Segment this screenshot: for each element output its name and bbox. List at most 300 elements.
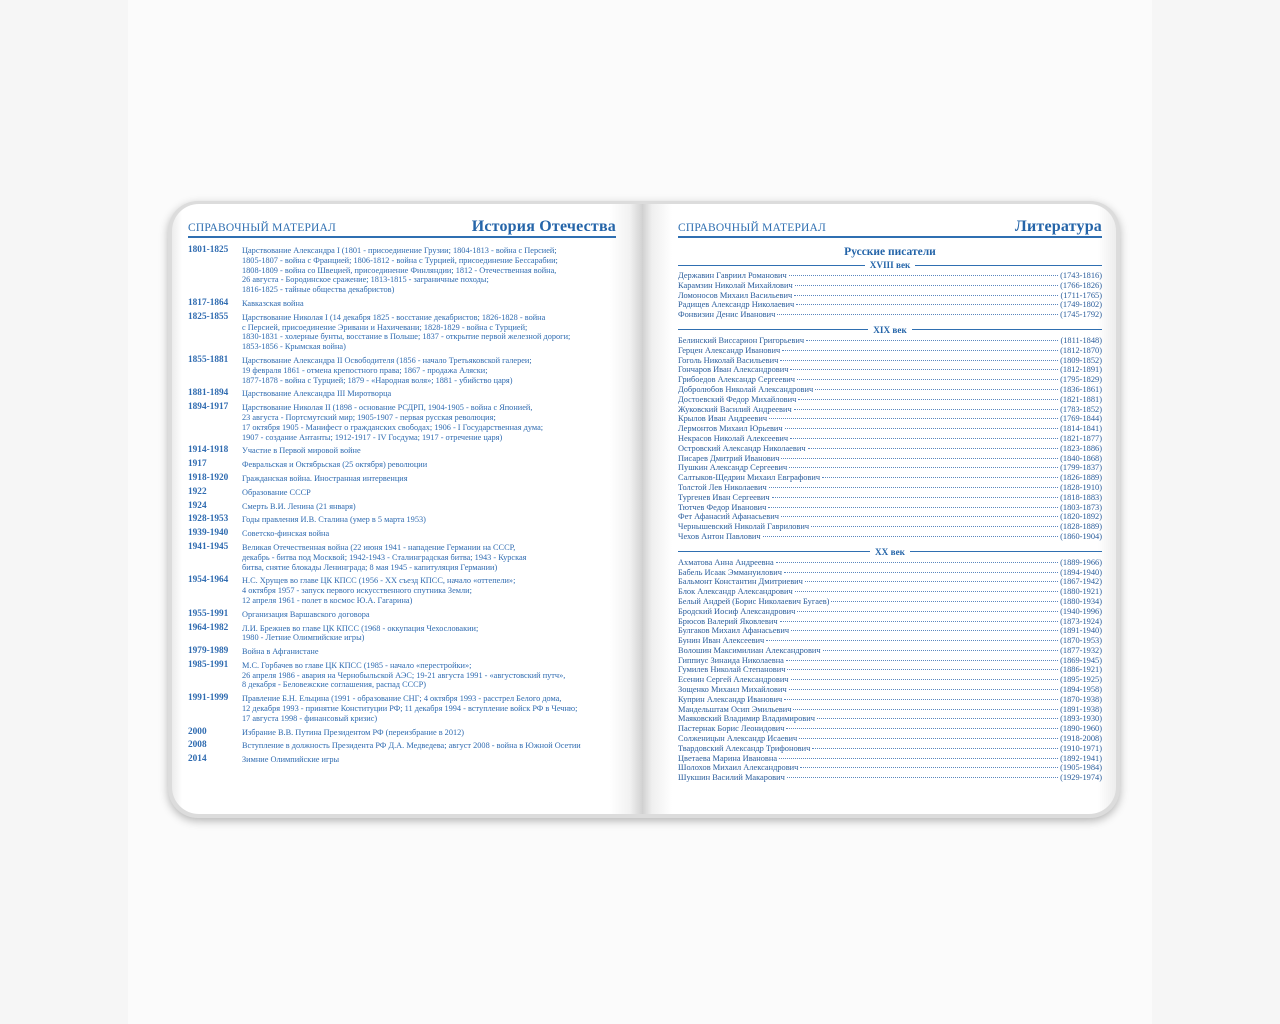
timeline-text bbox=[242, 488, 618, 498]
timeline-text-line: 8 декабря - Беловежские соглашения, распад СССР) bbox=[242, 680, 427, 690]
left-page bbox=[172, 204, 642, 814]
timeline-row bbox=[188, 515, 618, 525]
writer-name: Салтыков-Щедрин Михаил Евграфович bbox=[678, 473, 821, 483]
writer-row bbox=[678, 626, 1102, 636]
timeline-row bbox=[188, 728, 618, 738]
writer-row bbox=[678, 558, 1102, 568]
timeline-row bbox=[188, 661, 618, 690]
timeline-text bbox=[242, 460, 618, 470]
timeline-text-line: Правление Б.Н. Ельцина (1991 - образование СНГ; 4 октября 1993 - расстрел Белого дома, bbox=[242, 694, 562, 704]
timeline-text-line: 17 октября 1905 - Манифест о гражданских свободах; 1906 - I Государственная дума; bbox=[242, 422, 544, 432]
writer-years: (1745-1792) bbox=[1060, 310, 1102, 320]
dot-leader bbox=[781, 516, 1058, 517]
writer-row bbox=[678, 685, 1102, 695]
timeline-text bbox=[242, 313, 618, 352]
writer-name: Мандельштам Осип Эмильевич bbox=[678, 704, 792, 714]
timeline-text-line: 26 апреля 1986 - авария на Чернобыльской АЭС; 19-21 августа 1991 - «августовский путч», bbox=[242, 670, 566, 680]
timeline-text-line: М.С. Горбачев во главе ЦК КПСС (1985 - начало «перестройки»; bbox=[242, 660, 472, 670]
writer-row bbox=[678, 300, 1102, 310]
writer-row bbox=[678, 473, 1102, 483]
timeline-date: 1917 bbox=[188, 459, 207, 470]
writer-name: Жуковский Василий Андреевич bbox=[678, 404, 792, 414]
timeline-text bbox=[242, 661, 618, 690]
writer-name: Пастернак Борис Леонидович bbox=[678, 724, 785, 734]
writer-years: (1836-1861) bbox=[1060, 384, 1102, 394]
writer-years: (1818-1883) bbox=[1060, 492, 1102, 502]
writer-row bbox=[678, 734, 1102, 744]
timeline-text-line: 17 августа 1998 - финансовый кризис) bbox=[242, 713, 378, 723]
dot-leader bbox=[808, 448, 1059, 449]
writer-years: (1812-1870) bbox=[1060, 345, 1102, 355]
writer-name: Грибоедов Александр Сергеевич bbox=[678, 375, 796, 385]
dot-leader bbox=[817, 718, 1058, 719]
writer-years: (1910-1971) bbox=[1060, 743, 1102, 753]
dot-leader bbox=[769, 418, 1058, 419]
centuries-container bbox=[678, 260, 1102, 783]
writer-name: Фет Афанасий Афанасьевич bbox=[678, 512, 779, 522]
timeline-text bbox=[242, 728, 618, 738]
writer-name: Гиппиус Зинаида Николаевна bbox=[678, 655, 784, 665]
timeline-text bbox=[242, 576, 618, 605]
writer-name: Чернышевский Николай Гаврилович bbox=[678, 522, 810, 532]
timeline-row bbox=[188, 543, 618, 572]
writer-row bbox=[678, 754, 1102, 764]
writer-name: Солженицын Александр Исаевич bbox=[678, 734, 798, 744]
century-label: XX век bbox=[875, 546, 905, 557]
right-page bbox=[642, 204, 1116, 814]
timeline-date: 1991-1999 bbox=[188, 693, 229, 704]
writer-years: (1940-1996) bbox=[1060, 606, 1102, 616]
writer-row bbox=[678, 568, 1102, 578]
timeline-text-line: с Персией, присоединение Эривани и Нахичевани; 1828-1829 - война с Турцией; bbox=[242, 322, 528, 332]
writer-row bbox=[678, 271, 1102, 281]
writer-name: Достоевский Федор Михайлович bbox=[678, 394, 797, 404]
writer-row bbox=[678, 636, 1102, 646]
dot-leader bbox=[790, 369, 1058, 370]
writer-name: Ахматова Анна Андреевна bbox=[678, 557, 774, 567]
writer-years: (1893-1930) bbox=[1060, 714, 1102, 724]
writer-name: Тургенев Иван Сергеевич bbox=[678, 492, 770, 502]
timeline-date: 1914-1918 bbox=[188, 445, 229, 456]
writer-name: Радищев Александр Николаевич bbox=[678, 300, 795, 310]
timeline-text-line: 26 августа - Бородинское сражение; 1813-1815 - заграничные походы; bbox=[242, 275, 489, 285]
dot-leader bbox=[786, 660, 1058, 661]
timeline-text-line: 1808-1809 - война со Швецией, присоединение Финляндии; 1812 - Отечественная война, bbox=[242, 265, 557, 275]
dot-leader bbox=[805, 581, 1058, 582]
timeline-date: 1964-1982 bbox=[188, 622, 229, 633]
header-rule bbox=[188, 236, 616, 238]
dot-leader bbox=[797, 611, 1058, 612]
timeline-row bbox=[188, 610, 618, 620]
timeline-date: 1939-1940 bbox=[188, 528, 229, 539]
timeline-row bbox=[188, 741, 618, 751]
timeline-row bbox=[188, 694, 618, 723]
timeline-text bbox=[242, 403, 618, 442]
writer-name: Державин Гавриил Романович bbox=[678, 271, 787, 280]
writers-list bbox=[678, 246, 1102, 783]
writer-name: Булгаков Михаил Афанасьевич bbox=[678, 626, 790, 636]
timeline-text-line: Образование СССР bbox=[242, 487, 311, 497]
timeline-row bbox=[188, 576, 618, 605]
timeline-date: 1924 bbox=[188, 500, 207, 511]
timeline-text-line: Годы правления И.В. Сталина (умер в 5 марта 1953) bbox=[242, 515, 426, 525]
dot-leader bbox=[831, 601, 1058, 602]
timeline-text-line: Л.И. Брежнев во главе ЦК КПСС (1968 - оккупация Чехословакии; bbox=[242, 623, 479, 633]
writer-name: Маяковский Владимир Владимирович bbox=[678, 714, 815, 724]
timeline-text-line: Великая Отечественная война (22 июня 1941 - нападение Германии на СССР, bbox=[242, 542, 516, 552]
writer-years: (1749-1802) bbox=[1060, 300, 1102, 310]
dot-leader bbox=[779, 758, 1058, 759]
timeline-text bbox=[242, 389, 618, 399]
dot-leader bbox=[780, 621, 1059, 622]
dot-leader bbox=[794, 295, 1058, 296]
timeline-date: 1985-1991 bbox=[188, 659, 229, 670]
timeline-row bbox=[188, 246, 618, 295]
writer-name: Толстой Лев Николаевич bbox=[678, 482, 767, 492]
timeline-text-line: 12 декабря 1993 - принятие Конституции РФ; 11 декабря 1994 - вступление войск РФ в Чечню; bbox=[242, 704, 578, 714]
timeline-text bbox=[242, 474, 618, 484]
writer-name: Писарев Дмитрий Иванович bbox=[678, 453, 780, 463]
timeline-text-line: Н.С. Хрущев во главе ЦК КПСС (1956 - XX съезд КПСС, начало «оттепели»; bbox=[242, 576, 516, 586]
writer-row bbox=[678, 434, 1102, 444]
right-page-kicker: СПРАВОЧНЫЙ МАТЕРИАЛ bbox=[678, 222, 827, 234]
dot-leader bbox=[772, 497, 1059, 498]
writer-years: (1811-1848) bbox=[1060, 335, 1102, 345]
writer-years: (1894-1940) bbox=[1060, 567, 1102, 577]
writer-years: (1812-1891) bbox=[1060, 365, 1102, 375]
timeline-text-line: Царствование Александра II Освободителя (1856 - начало Третьяковской галереи; bbox=[242, 355, 532, 365]
dot-leader bbox=[795, 285, 1058, 286]
writer-name: Цветаева Марина Ивановна bbox=[678, 753, 778, 763]
dot-leader bbox=[763, 536, 1059, 537]
writer-years: (1880-1921) bbox=[1060, 587, 1102, 597]
writer-row bbox=[678, 705, 1102, 715]
writer-row bbox=[678, 577, 1102, 587]
writer-name: Гумилев Николай Степанович bbox=[678, 665, 786, 675]
writer-row bbox=[678, 281, 1102, 291]
writer-name: Лермонтов Михаил Юрьевич bbox=[678, 424, 783, 434]
writer-years: (1890-1960) bbox=[1060, 724, 1102, 734]
century-rule-left bbox=[678, 329, 868, 330]
writer-name: Пушкин Александр Сергеевич bbox=[678, 463, 788, 473]
century-rule-right bbox=[915, 265, 1102, 266]
timeline-text-line: 1907 - создание Антанты; 1912-1917 - IV Госдума; 1917 - отречение царя) bbox=[242, 432, 503, 442]
writer-years: (1795-1829) bbox=[1060, 375, 1102, 385]
writer-name: Крылов Иван Андреевич bbox=[678, 414, 768, 424]
timeline-date: 2008 bbox=[188, 740, 207, 751]
dot-leader bbox=[781, 458, 1058, 459]
timeline-text-line: 4 октября 1957 - запуск первого искусственного спутника Земли; bbox=[242, 586, 472, 596]
timeline-date: 1894-1917 bbox=[188, 402, 229, 413]
writer-name: Бабель Исаак Эммануилович bbox=[678, 567, 782, 577]
writer-row bbox=[678, 512, 1102, 522]
timeline-text bbox=[242, 446, 618, 456]
writer-row bbox=[678, 463, 1102, 473]
timeline-row bbox=[188, 356, 618, 385]
dot-leader bbox=[789, 467, 1058, 468]
writer-years: (1821-1877) bbox=[1060, 433, 1102, 443]
timeline-text-line: Смерть В.И. Ленина (21 января) bbox=[242, 501, 356, 511]
dot-leader bbox=[789, 689, 1058, 690]
writer-years: (1820-1892) bbox=[1060, 512, 1102, 522]
dot-leader bbox=[787, 777, 1058, 778]
writer-name: Некрасов Николай Алексеевич bbox=[678, 433, 789, 443]
writer-name: Куприн Александр Иванович bbox=[678, 694, 783, 704]
right-page-title: Литература bbox=[1014, 218, 1102, 235]
writer-row bbox=[678, 763, 1102, 773]
writer-row bbox=[678, 522, 1102, 532]
writer-years: (1877-1932) bbox=[1060, 645, 1102, 655]
timeline-row bbox=[188, 488, 618, 498]
writer-years: (1891-1940) bbox=[1060, 626, 1102, 636]
writer-years: (1886-1921) bbox=[1060, 665, 1102, 675]
timeline-text-line: Избрание В.В. Путина Президентом РФ (переизбрание в 2012) bbox=[242, 727, 465, 737]
writer-row bbox=[678, 503, 1102, 513]
dot-leader bbox=[791, 679, 1059, 680]
timeline-date: 1941-1945 bbox=[188, 541, 229, 552]
writer-years: (1867-1942) bbox=[1060, 577, 1102, 587]
writer-row bbox=[678, 454, 1102, 464]
writer-name: Бунин Иван Алексеевич bbox=[678, 636, 765, 646]
timeline-row bbox=[188, 624, 618, 644]
timeline-text-line: Кавказская война bbox=[242, 298, 304, 308]
timeline-text bbox=[242, 529, 618, 539]
century-gap bbox=[678, 542, 1102, 546]
timeline-text-line: 1877-1878 - война с Турцией; 1879 - «Народная воля»; 1881 - убийство царя) bbox=[242, 375, 513, 385]
dot-leader bbox=[797, 379, 1058, 380]
writer-years: (1891-1938) bbox=[1060, 704, 1102, 714]
writer-row bbox=[678, 291, 1102, 301]
open-book bbox=[168, 201, 1120, 818]
dot-leader bbox=[800, 767, 1058, 768]
writer-years: (1869-1945) bbox=[1060, 655, 1102, 665]
writer-years: (1918-2008) bbox=[1060, 734, 1102, 744]
timeline-text bbox=[242, 610, 618, 620]
timeline-date: 1954-1964 bbox=[188, 575, 229, 586]
timeline-row bbox=[188, 299, 618, 309]
writer-years: (1743-1816) bbox=[1060, 271, 1102, 280]
writer-row bbox=[678, 744, 1102, 754]
timeline-row bbox=[188, 389, 618, 399]
writer-years: (1769-1844) bbox=[1060, 414, 1102, 424]
writer-years: (1894-1958) bbox=[1060, 685, 1102, 695]
writer-years: (1870-1953) bbox=[1060, 636, 1102, 646]
writer-name: Брюсов Валерий Яковлевич bbox=[678, 616, 778, 626]
timeline-text-line: 12 апреля 1961 - полет в космос Ю.А. Гагарина) bbox=[242, 595, 413, 605]
writer-name: Тютчев Федор Иванович bbox=[678, 502, 767, 512]
century-label: XVIII век bbox=[869, 260, 911, 270]
writer-row bbox=[678, 695, 1102, 705]
timeline-text bbox=[242, 741, 618, 751]
writer-years: (1821-1881) bbox=[1060, 394, 1102, 404]
dot-leader bbox=[784, 699, 1058, 700]
timeline-text-line: Вступление в должность Президента РФ Д.А. Медведева; август 2008 - война в Южной Осетии bbox=[242, 741, 581, 751]
timeline-row bbox=[188, 313, 618, 352]
dot-leader bbox=[798, 399, 1058, 400]
writer-row bbox=[678, 597, 1102, 607]
left-page-header bbox=[188, 214, 616, 238]
writer-row bbox=[678, 424, 1102, 434]
writer-years: (1905-1984) bbox=[1060, 763, 1102, 773]
century-rule-right bbox=[910, 551, 1102, 552]
timeline-date: 1955-1991 bbox=[188, 608, 229, 619]
dot-leader bbox=[777, 314, 1058, 315]
writer-name: Есенин Сергей Александрович bbox=[678, 675, 789, 685]
timeline-text-line: Царствование Николая II (1898 - основание РСДРП, 1904-1905 - война с Японией, bbox=[242, 403, 533, 413]
writer-years: (1766-1826) bbox=[1060, 280, 1102, 290]
writer-row bbox=[678, 365, 1102, 375]
century-rule-left bbox=[678, 265, 865, 266]
dot-leader bbox=[812, 748, 1058, 749]
writer-row bbox=[678, 444, 1102, 454]
century-gap bbox=[678, 320, 1102, 324]
writer-name: Бродский Иосиф Александрович bbox=[678, 606, 796, 616]
writer-years: (1892-1941) bbox=[1060, 753, 1102, 763]
dot-leader bbox=[822, 477, 1058, 478]
timeline-date: 2000 bbox=[188, 726, 207, 737]
writer-name: Шукшин Василий Макарович bbox=[678, 773, 785, 783]
timeline-text bbox=[242, 299, 618, 309]
writer-years: (1873-1924) bbox=[1060, 616, 1102, 626]
writer-years: (1799-1837) bbox=[1060, 463, 1102, 473]
dot-leader bbox=[795, 591, 1058, 592]
dot-leader bbox=[776, 562, 1058, 563]
dot-leader bbox=[823, 650, 1059, 651]
writer-years: (1809-1852) bbox=[1060, 355, 1102, 365]
left-page-title: История Отечества bbox=[471, 218, 616, 235]
writer-row bbox=[678, 656, 1102, 666]
century-label: XIX век bbox=[873, 324, 907, 335]
writer-row bbox=[678, 405, 1102, 415]
century-rule-left bbox=[678, 551, 870, 552]
writer-years: (1828-1889) bbox=[1060, 522, 1102, 532]
dot-leader bbox=[791, 630, 1058, 631]
writer-name: Зощенко Михаил Михайлович bbox=[678, 685, 787, 695]
timeline-date: 1922 bbox=[188, 486, 207, 497]
writer-name: Герцен Александр Иванович bbox=[678, 345, 781, 355]
dot-leader bbox=[784, 572, 1058, 573]
writer-row bbox=[678, 385, 1102, 395]
background-right bbox=[1152, 0, 1280, 1024]
writer-name: Ломоносов Михаил Васильевич bbox=[678, 290, 793, 300]
timeline-text-line: Участие в Первой мировой войне bbox=[242, 446, 361, 456]
timeline-row bbox=[188, 446, 618, 456]
timeline-date: 1855-1881 bbox=[188, 354, 229, 365]
timeline-row bbox=[188, 403, 618, 442]
writer-name: Гоголь Николай Васильевич bbox=[678, 355, 779, 365]
timeline-row bbox=[188, 647, 618, 657]
writer-row bbox=[678, 665, 1102, 675]
writers-subtitle: Русские писатели bbox=[844, 246, 936, 258]
dot-leader bbox=[769, 487, 1058, 488]
timeline-text bbox=[242, 515, 618, 525]
timeline-text-line: Гражданская война. Иностранная интервенция bbox=[242, 473, 408, 483]
timeline-text bbox=[242, 356, 618, 385]
timeline-date: 1928-1953 bbox=[188, 514, 229, 525]
century-heading bbox=[678, 260, 1102, 270]
left-page-kicker: СПРАВОЧНЫЙ МАТЕРИАЛ bbox=[188, 222, 337, 234]
writer-name: Твардовский Александр Трифонович bbox=[678, 743, 811, 753]
timeline-row bbox=[188, 755, 618, 765]
timeline-text bbox=[242, 246, 618, 295]
timeline-text-line: Царствование Александра III Миротворца bbox=[242, 389, 392, 399]
timeline-text-line: Царствование Александра I (1801 - присоединение Грузии; 1804-1813 - война с Персией; bbox=[242, 246, 557, 255]
header-rule bbox=[678, 236, 1102, 238]
writer-name: Шолохов Михаил Александрович bbox=[678, 763, 799, 773]
timeline-text-line: Организация Варшавского договора bbox=[242, 609, 370, 619]
writer-row bbox=[678, 714, 1102, 724]
dot-leader bbox=[790, 438, 1058, 439]
writer-name: Карамзин Николай Михайлович bbox=[678, 280, 793, 290]
writer-row bbox=[678, 617, 1102, 627]
timeline-date: 1817-1864 bbox=[188, 297, 229, 308]
timeline-row bbox=[188, 529, 618, 539]
writer-years: (1783-1852) bbox=[1060, 404, 1102, 414]
writer-row bbox=[678, 346, 1102, 356]
timeline-text-line: Зимние Олимпийские игры bbox=[242, 755, 340, 765]
writer-years: (1826-1889) bbox=[1060, 473, 1102, 483]
timeline-text bbox=[242, 624, 618, 644]
writer-name: Бальмонт Константин Дмитриевич bbox=[678, 577, 803, 587]
dot-leader bbox=[766, 640, 1058, 641]
writer-row bbox=[678, 395, 1102, 405]
writer-years: (1828-1910) bbox=[1060, 482, 1102, 492]
history-timeline bbox=[188, 246, 618, 769]
timeline-date: 1918-1920 bbox=[188, 472, 229, 483]
background-left bbox=[0, 0, 128, 1024]
writer-years: (1895-1925) bbox=[1060, 675, 1102, 685]
timeline-text bbox=[242, 755, 618, 765]
timeline-text-line: битва, снятие блокады Ленинграда; 8 мая 1945 - капитуляция Германии) bbox=[242, 562, 498, 572]
timeline-text-line: Война в Афганистане bbox=[242, 647, 319, 657]
writer-name: Добролюбов Николай Александрович bbox=[678, 384, 814, 394]
writer-row bbox=[678, 483, 1102, 493]
writer-years: (1711-1765) bbox=[1060, 290, 1102, 300]
dot-leader bbox=[811, 526, 1058, 527]
dot-leader bbox=[789, 275, 1058, 276]
writer-row bbox=[678, 646, 1102, 656]
writer-name: Блок Александр Александрович bbox=[678, 587, 793, 597]
timeline-date: 1881-1894 bbox=[188, 388, 229, 399]
writer-name: Островский Александр Николаевич bbox=[678, 443, 806, 453]
timeline-text-line: 1805-1807 - война с Францией; 1806-1812 - война с Турцией, присоединение Бессарабии; bbox=[242, 255, 558, 265]
timeline-text-line: Царствование Николая I (14 декабря 1825 - восстание декабристов; 1826-1828 - война bbox=[242, 312, 546, 322]
timeline-text-line: декабрь - битва под Москвой; 1942-1943 - Сталинградская битва; 1943 - Курская bbox=[242, 552, 527, 562]
timeline-text bbox=[242, 647, 618, 657]
writer-row bbox=[678, 493, 1102, 503]
century-heading bbox=[678, 325, 1102, 335]
timeline-text-line: Советско-финская война bbox=[242, 529, 330, 539]
right-page-header bbox=[678, 214, 1102, 238]
writer-name: Белый Андрей (Борис Николаевич Бугаев) bbox=[678, 596, 830, 606]
writer-row bbox=[678, 310, 1102, 320]
writer-years: (1823-1886) bbox=[1060, 443, 1102, 453]
timeline-text-line: 23 августа - Портсмутский мир; 1905-1907 - первая русская революция; bbox=[242, 412, 496, 422]
writer-row bbox=[678, 336, 1102, 346]
timeline-text-line: 1980 - Летние Олимпийские игры) bbox=[242, 633, 365, 643]
writer-row bbox=[678, 532, 1102, 542]
timeline-text-line: Февральская и Октябрьская (25 октября) революции bbox=[242, 460, 428, 470]
dot-leader bbox=[794, 409, 1058, 410]
century-rule-right bbox=[912, 329, 1102, 330]
dot-leader bbox=[799, 738, 1058, 739]
timeline-date: 1825-1855 bbox=[188, 311, 229, 322]
dot-leader bbox=[787, 669, 1058, 670]
writer-row bbox=[678, 414, 1102, 424]
timeline-text-line: 1830-1831 - холерные бунты, восстание в Польше; 1837 - открытие первой железной дороги; bbox=[242, 332, 571, 342]
dot-leader bbox=[780, 360, 1058, 361]
writer-years: (1929-1974) bbox=[1060, 773, 1102, 783]
